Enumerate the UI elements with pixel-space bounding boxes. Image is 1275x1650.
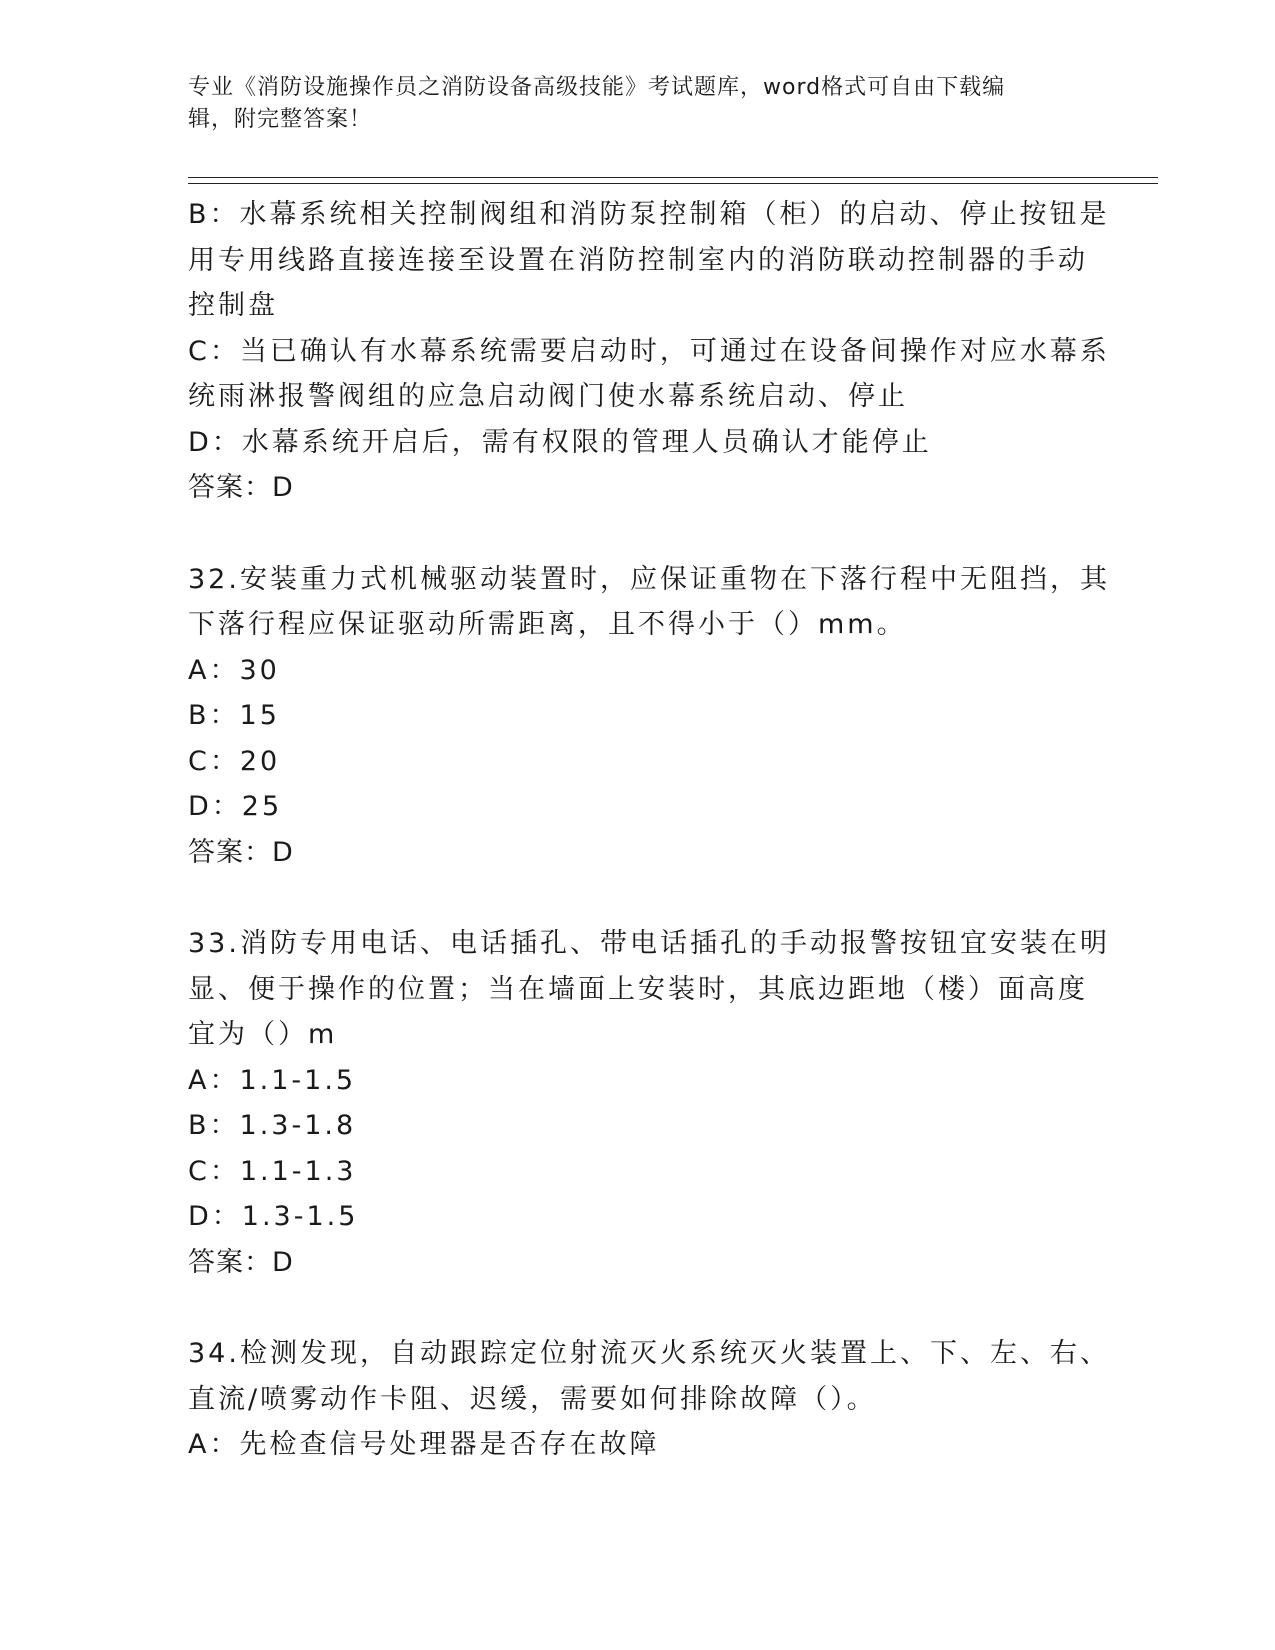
answer: 答案：D: [188, 1246, 294, 1278]
answer: 答案：D: [188, 836, 294, 868]
question-stem-line: 33.消防专用电话、电话插孔、带电话插孔的手动报警按钮宜安装在明: [188, 928, 1110, 959]
option-b: B：15: [188, 700, 280, 731]
header-line-2: 辑，附完整答案！: [188, 107, 373, 132]
header-line-1: 专业《消防设施操作员之消防设备高级技能》考试题库，word格式可自由下载编: [188, 75, 1006, 100]
question-stem-line: 34.检测发现，自动跟踪定位射流灭火系统灭火装置上、下、左、右、: [188, 1338, 1110, 1369]
option-b-line: 用专用线路直接连接至设置在消防控制室内的消防联动控制器的手动: [188, 244, 1088, 276]
question-31-tail: [188, 192, 1110, 511]
question-33: [188, 921, 1110, 1285]
page-header: [188, 72, 1068, 136]
option-c-line: 统雨淋报警阀组的应急启动阀门使水幕系统启动、停止: [188, 381, 908, 412]
option-a: A：1.1-1.5: [188, 1064, 357, 1096]
question-list: [188, 192, 1110, 1468]
option-c: C：20: [188, 745, 281, 777]
option-a: A：先检查信号处理器是否存在故障: [188, 1429, 660, 1460]
option-b-line: 控制盘: [188, 290, 278, 321]
spacer: [188, 875, 1088, 921]
header-divider-top: [188, 177, 1158, 178]
option-d: D：1.3-1.5: [188, 1201, 359, 1232]
question-32: [188, 557, 1110, 876]
question-stem-line: 32.安装重力式机械驱动装置时，应保证重物在下落行程中无阻挡，其: [188, 563, 1110, 595]
spacer: [188, 511, 1088, 557]
option-c: C：1.1-1.3: [188, 1155, 357, 1187]
option-d: D：水幕系统开启后，需有权限的管理人员确认才能停止: [188, 426, 932, 458]
question-34: [188, 1331, 1110, 1468]
question-stem-line: 显、便于操作的位置；当在墙面上安装时，其底边距地（楼）面高度: [188, 973, 1088, 1005]
answer: 答案：D: [188, 472, 294, 503]
option-b: B：1.3-1.8: [188, 1110, 357, 1141]
spacer: [188, 1285, 1088, 1331]
option-a: A：30: [188, 654, 280, 686]
question-stem-line: 宜为（）m: [188, 1019, 338, 1050]
option-d: D：25: [188, 791, 283, 822]
option-b-line: B：水幕系统相关控制阀组和消防泵控制箱（柜）的启动、停止按钮是: [188, 199, 1110, 230]
question-stem-line: 下落行程应保证驱动所需距离，且不得小于（）mm。: [188, 609, 907, 640]
header-divider-bottom: [188, 183, 1158, 184]
option-c-line: C：当已确认有水幕系统需要启动时，可通过在设备间操作对应水幕系: [188, 335, 1110, 367]
question-stem-line: 直流/喷雾动作卡阻、迟缓，需要如何排除故障（）。: [188, 1383, 877, 1415]
